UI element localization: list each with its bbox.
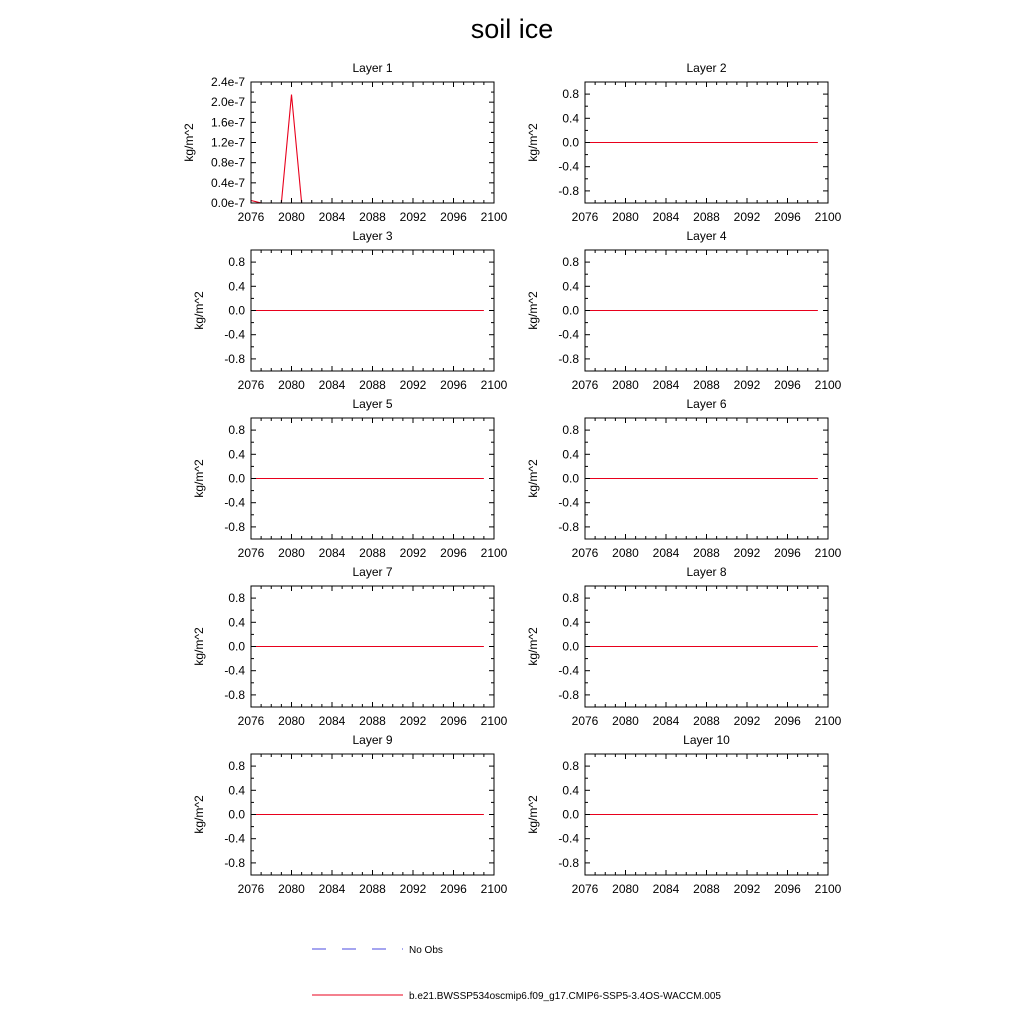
y-tick-label: 0.8 <box>562 87 579 102</box>
y-tick-label: -0.4 <box>558 831 579 846</box>
y-tick-label: 0.0 <box>228 303 245 318</box>
y-tick-label: 0.8 <box>562 591 579 606</box>
x-tick-label: 2088 <box>359 210 386 224</box>
x-tick-label: 2092 <box>399 546 427 560</box>
x-tick-label: 2080 <box>278 714 305 728</box>
y-axis-label: kg/m^2 <box>182 123 196 162</box>
x-tick-label: 2088 <box>693 210 720 224</box>
x-tick-label: 2076 <box>237 714 265 728</box>
x-tick-label: 2096 <box>440 714 467 728</box>
x-tick-label: 2076 <box>237 210 265 224</box>
x-tick-label: 2084 <box>652 210 680 224</box>
x-tick-label: 2088 <box>693 546 720 560</box>
x-tick-label: 2080 <box>612 882 639 896</box>
panel-5 <box>192 397 508 560</box>
y-axis-label: kg/m^2 <box>526 627 540 666</box>
y-tick-label: -0.4 <box>224 495 245 510</box>
y-axis-label: kg/m^2 <box>526 123 540 162</box>
y-tick-label: 0.0 <box>562 807 579 822</box>
y-tick-label: -0.8 <box>224 855 245 870</box>
x-tick-label: 2080 <box>612 378 639 392</box>
panel-4 <box>526 229 842 392</box>
y-tick-label: -0.4 <box>224 327 245 342</box>
figure-title: soil ice <box>470 14 554 44</box>
x-tick-label: 2092 <box>733 378 761 392</box>
y-tick-label: 0.0e-7 <box>210 196 245 210</box>
y-tick-label: -0.4 <box>558 495 579 510</box>
x-tick-label: 2084 <box>652 882 680 896</box>
panel-6 <box>526 397 842 560</box>
panel-title: Layer 3 <box>352 229 393 243</box>
x-tick-label: 2096 <box>440 210 467 224</box>
panel-title: Layer 9 <box>352 733 393 747</box>
x-tick-label: 2092 <box>399 882 427 896</box>
x-tick-label: 2080 <box>612 546 639 560</box>
x-tick-label: 2092 <box>399 210 427 224</box>
x-tick-label: 2084 <box>652 546 680 560</box>
y-tick-label: -0.8 <box>558 687 579 702</box>
x-tick-label: 2088 <box>693 378 720 392</box>
y-tick-label: -0.4 <box>224 663 245 678</box>
y-axis-label: kg/m^2 <box>526 459 540 498</box>
x-tick-label: 2084 <box>318 378 346 392</box>
legend-model-label: b.e21.BWSSP534oscmip6.f09_g17.CMIP6-SSP5-3.4OS-WACCM.005 <box>409 991 721 1002</box>
x-tick-label: 2088 <box>359 882 386 896</box>
y-tick-label: -0.8 <box>558 519 579 534</box>
x-tick-label: 2088 <box>359 546 386 560</box>
legend <box>312 945 721 1002</box>
y-tick-label: 0.8 <box>228 255 245 270</box>
x-tick-label: 2084 <box>318 210 346 224</box>
x-tick-label: 2076 <box>237 546 265 560</box>
x-tick-label: 2092 <box>399 378 427 392</box>
x-tick-label: 2100 <box>814 714 842 728</box>
y-tick-label: 0.0 <box>562 639 579 654</box>
x-tick-label: 2096 <box>774 546 801 560</box>
x-tick-label: 2080 <box>278 378 305 392</box>
y-tick-label: 0.8 <box>562 423 579 438</box>
y-tick-label: 0.8e-7 <box>210 155 245 170</box>
x-tick-label: 2100 <box>814 210 842 224</box>
x-tick-label: 2088 <box>693 882 720 896</box>
x-tick-label: 2096 <box>440 882 467 896</box>
panel-title: Layer 4 <box>686 229 727 243</box>
x-tick-label: 2084 <box>652 714 680 728</box>
y-tick-label: -0.8 <box>558 183 579 198</box>
x-tick-label: 2092 <box>733 882 761 896</box>
x-tick-label: 2096 <box>774 714 801 728</box>
x-tick-label: 2076 <box>237 882 265 896</box>
y-tick-label: 0.0 <box>562 135 579 150</box>
y-tick-label: -0.4 <box>224 831 245 846</box>
x-tick-label: 2076 <box>571 546 599 560</box>
x-tick-label: 2088 <box>359 378 386 392</box>
y-axis-label: kg/m^2 <box>526 291 540 330</box>
x-tick-label: 2096 <box>774 882 801 896</box>
x-tick-label: 2092 <box>733 546 761 560</box>
y-axis-label: kg/m^2 <box>192 291 206 330</box>
y-tick-label: 0.4 <box>228 783 245 798</box>
y-tick-label: -0.8 <box>224 519 245 534</box>
y-tick-label: 0.0 <box>228 807 245 822</box>
y-tick-label: -0.8 <box>558 351 579 366</box>
y-tick-label: 0.4 <box>562 111 579 126</box>
x-tick-label: 2092 <box>399 714 427 728</box>
y-tick-label: 0.4 <box>228 279 245 294</box>
y-tick-label: 0.4 <box>228 615 245 630</box>
panel-title: Layer 7 <box>352 565 393 579</box>
y-tick-label: 1.2e-7 <box>210 135 245 150</box>
y-tick-label: 0.4 <box>562 279 579 294</box>
x-tick-label: 2076 <box>571 378 599 392</box>
x-tick-label: 2076 <box>571 714 599 728</box>
y-axis-label: kg/m^2 <box>192 627 206 666</box>
y-tick-label: 0.4 <box>228 447 245 462</box>
x-tick-label: 2100 <box>814 546 842 560</box>
panel-8 <box>526 565 842 728</box>
series-line-1 <box>251 95 484 203</box>
y-axis-label: kg/m^2 <box>192 459 206 498</box>
x-tick-label: 2100 <box>480 210 508 224</box>
y-tick-label: -0.8 <box>224 351 245 366</box>
x-tick-label: 2076 <box>237 378 265 392</box>
x-tick-label: 2088 <box>693 714 720 728</box>
y-tick-label: 0.8 <box>228 423 245 438</box>
y-tick-label: -0.4 <box>558 159 579 174</box>
x-tick-label: 2080 <box>278 882 305 896</box>
x-tick-label: 2096 <box>440 546 467 560</box>
x-tick-label: 2100 <box>480 714 508 728</box>
x-tick-label: 2076 <box>571 882 599 896</box>
x-tick-label: 2080 <box>278 546 305 560</box>
panel-title: Layer 5 <box>352 397 393 411</box>
x-tick-label: 2076 <box>571 210 599 224</box>
y-tick-label: 0.4 <box>562 783 579 798</box>
x-tick-label: 2092 <box>733 210 761 224</box>
x-tick-label: 2080 <box>278 210 305 224</box>
x-tick-label: 2080 <box>612 714 639 728</box>
panel-9 <box>192 733 508 896</box>
y-tick-label: 2.0e-7 <box>210 95 245 110</box>
panel-title: Layer 2 <box>686 61 727 75</box>
x-tick-label: 2084 <box>318 714 346 728</box>
panel-title: Layer 10 <box>683 733 730 747</box>
x-tick-label: 2100 <box>480 882 508 896</box>
panel-title: Layer 6 <box>686 397 727 411</box>
y-tick-label: 0.0 <box>228 639 245 654</box>
x-tick-label: 2084 <box>318 882 346 896</box>
x-tick-label: 2096 <box>440 378 467 392</box>
x-tick-label: 2096 <box>774 378 801 392</box>
y-tick-label: -0.8 <box>558 855 579 870</box>
y-tick-label: 0.0 <box>562 471 579 486</box>
panel-1 <box>182 61 508 224</box>
y-tick-label: 0.4 <box>562 447 579 462</box>
x-tick-label: 2092 <box>733 714 761 728</box>
panel-title: Layer 1 <box>352 61 393 75</box>
legend-obs-label: No Obs <box>409 945 443 956</box>
y-tick-label: 2.4e-7 <box>210 75 245 89</box>
panel-title: Layer 8 <box>686 565 727 579</box>
y-tick-label: 0.8 <box>228 759 245 774</box>
x-tick-label: 2096 <box>774 210 801 224</box>
y-tick-label: -0.8 <box>224 687 245 702</box>
y-tick-label: 0.8 <box>562 759 579 774</box>
y-tick-label: 1.6e-7 <box>210 115 245 130</box>
y-tick-label: -0.4 <box>558 663 579 678</box>
x-tick-label: 2084 <box>652 378 680 392</box>
panel-2 <box>526 61 842 224</box>
y-tick-label: -0.4 <box>558 327 579 342</box>
y-axis-label: kg/m^2 <box>192 795 206 834</box>
y-tick-label: 0.0 <box>228 471 245 486</box>
x-tick-label: 2080 <box>612 210 639 224</box>
panel-3 <box>192 229 508 392</box>
y-tick-label: 0.4e-7 <box>210 175 245 190</box>
panel-10 <box>526 733 842 896</box>
x-tick-label: 2100 <box>814 378 842 392</box>
x-tick-label: 2100 <box>814 882 842 896</box>
y-tick-label: 0.4 <box>562 615 579 630</box>
x-tick-label: 2088 <box>359 714 386 728</box>
panel-7 <box>192 565 508 728</box>
y-tick-label: 0.8 <box>562 255 579 270</box>
y-tick-label: 0.8 <box>228 591 245 606</box>
y-tick-label: 0.0 <box>562 303 579 318</box>
x-tick-label: 2084 <box>318 546 346 560</box>
y-axis-label: kg/m^2 <box>526 795 540 834</box>
x-tick-label: 2100 <box>480 378 508 392</box>
x-tick-label: 2100 <box>480 546 508 560</box>
